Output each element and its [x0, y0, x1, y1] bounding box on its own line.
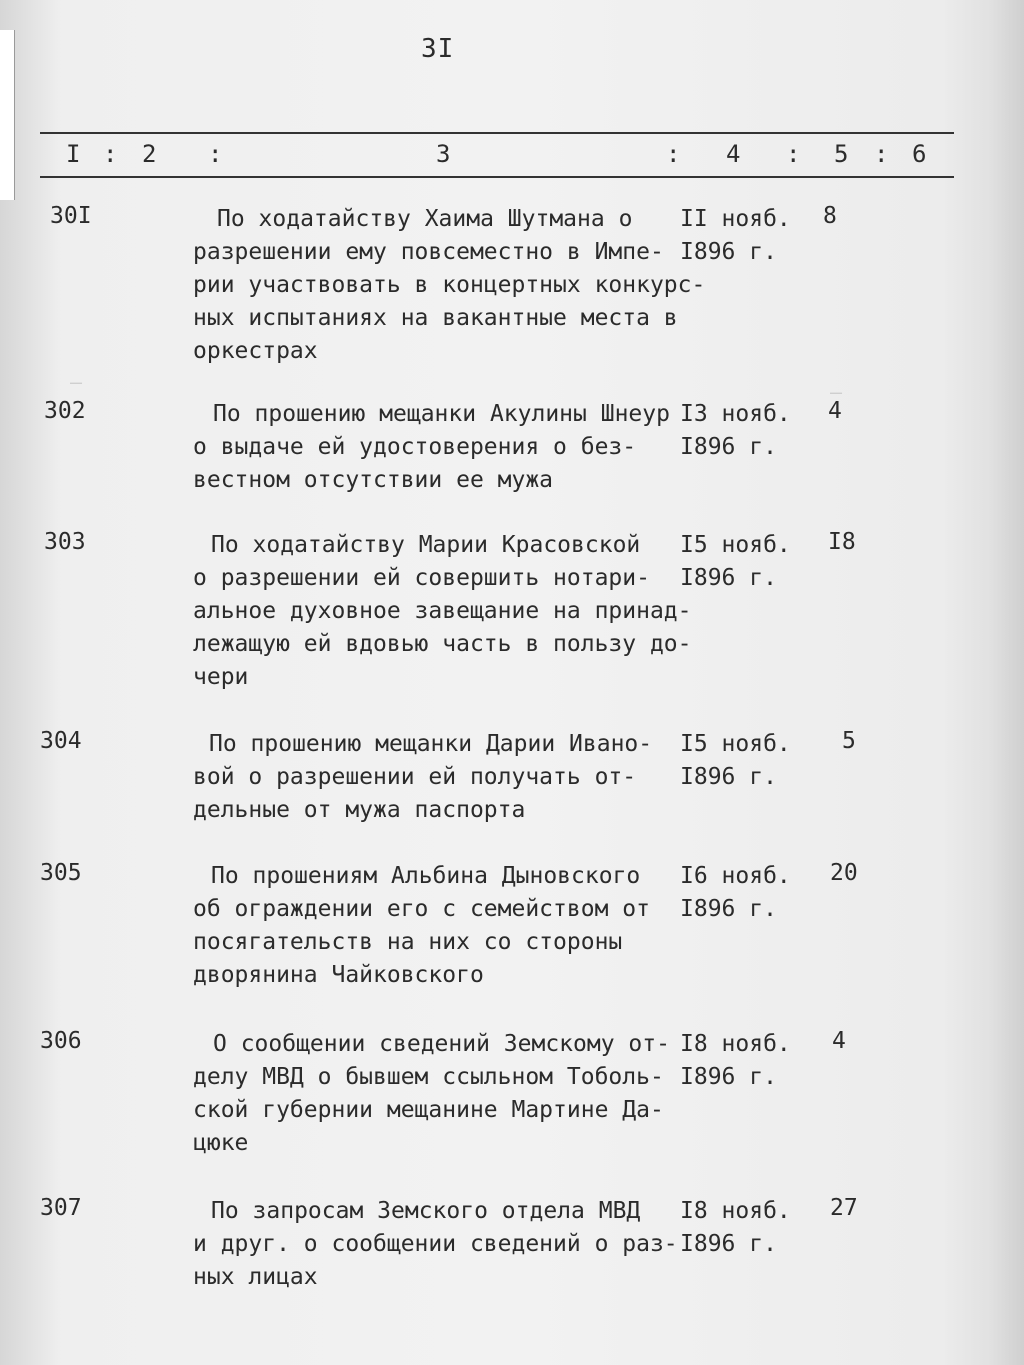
date-line: I896 г.	[680, 239, 777, 265]
entry-date	[680, 728, 800, 794]
description-line: ской губернии мещанине Мартине Да-	[193, 1097, 664, 1123]
previous-page-edge	[0, 30, 15, 200]
description-line: По ходатайству Марии Красовской	[211, 532, 641, 558]
sheet-count: 5	[842, 728, 856, 754]
sheet-count: 4	[832, 1028, 846, 1054]
header-separator: :	[666, 140, 681, 168]
date-line: I896 г.	[680, 1231, 777, 1257]
header-separator: :	[208, 140, 223, 168]
description-line: о выдаче ей удостоверения о без-	[193, 434, 637, 460]
header-col-2: 2	[142, 140, 157, 168]
header-separator: :	[786, 140, 801, 168]
description-line: По прошению мещанки Дарии Ивано-	[209, 731, 653, 757]
sheet-count: 20	[830, 860, 858, 886]
entry-number: 30I	[50, 203, 92, 229]
entry-description	[193, 728, 693, 827]
entry-date	[680, 398, 800, 464]
date-line: I896 г.	[680, 896, 777, 922]
description-line: оркестрах	[193, 338, 318, 364]
bleed-through-mark: —	[70, 370, 83, 394]
sheet-count: 4	[828, 398, 842, 424]
description-line: дворянина Чайковского	[193, 962, 484, 988]
date-line: I8 нояб.	[680, 1031, 791, 1057]
description-line: По прошению мещанки Акулины Шнеур	[213, 401, 670, 427]
description-line: цюке	[193, 1130, 249, 1156]
page-shadow-edge	[988, 0, 1024, 1365]
description-line: По запросам Земского отдела МВД	[211, 1198, 641, 1224]
header-separator: :	[103, 140, 118, 168]
header-col-3: 3	[436, 140, 451, 168]
date-line: I6 нояб.	[680, 863, 791, 889]
description-line: о разрешении ей совершить нотари-	[193, 565, 650, 591]
description-line: разрешении ему повсеместно в Импе-	[193, 239, 664, 265]
entry-number: 305	[40, 860, 82, 886]
date-line: II нояб.	[680, 206, 791, 232]
sheet-count: 8	[823, 203, 837, 229]
date-line: I5 нояб.	[680, 532, 791, 558]
description-line: вой о разрешении ей получать от-	[193, 764, 637, 790]
sheet-count: 27	[830, 1195, 858, 1221]
entry-description	[193, 1195, 693, 1294]
description-line: дельные от мужа паспорта	[193, 797, 526, 823]
date-line: I5 нояб.	[680, 731, 791, 757]
description-line: чери	[193, 664, 249, 690]
description-line: посягательств на них со стороны	[193, 929, 623, 955]
entry-number: 307	[40, 1195, 82, 1221]
date-line: I896 г.	[680, 764, 777, 790]
entry-date	[680, 203, 800, 269]
entry-number: 304	[40, 728, 82, 754]
entry-description	[193, 860, 693, 992]
entry-number: 306	[40, 1028, 82, 1054]
table-header-bottom-rule	[40, 176, 954, 178]
entry-description	[193, 529, 693, 694]
entry-date	[680, 1195, 800, 1261]
description-line: альное духовное завещание на принад-	[193, 598, 692, 624]
description-line: По прошениям Альбина Дыновского	[211, 863, 641, 889]
entry-date	[680, 529, 800, 595]
entry-description	[193, 398, 693, 497]
description-line: ных испытаниях на вакантные места в	[193, 305, 678, 331]
entry-number: 302	[44, 398, 86, 424]
description-line: О сообщении сведений Земскому от-	[213, 1031, 670, 1057]
entry-number: 303	[44, 529, 86, 555]
description-line: рии участвовать в концертных конкурс-	[193, 272, 706, 298]
date-line: I896 г.	[680, 565, 777, 591]
entry-description	[193, 203, 706, 368]
description-line: и друг. о сообщении сведений о раз-	[193, 1231, 678, 1257]
date-line: I896 г.	[680, 1064, 777, 1090]
description-line: лежащую ей вдовью часть в пользу до-	[193, 631, 692, 657]
date-line: I8 нояб.	[680, 1198, 791, 1224]
description-line: вестном отсутствии ее мужа	[193, 467, 554, 493]
entry-description	[193, 1028, 693, 1160]
header-col-4: 4	[726, 140, 741, 168]
bleed-through-mark: —	[830, 380, 843, 404]
description-line: об ограждении его с семейством от	[193, 896, 650, 922]
entry-date	[680, 1028, 800, 1094]
entry-date	[680, 860, 800, 926]
header-col-6: 6	[912, 140, 927, 168]
header-col-5: 5	[834, 140, 849, 168]
date-line: I3 нояб.	[680, 401, 791, 427]
page-number: 3I	[421, 34, 455, 64]
header-separator: :	[874, 140, 889, 168]
table-header-top-rule	[40, 132, 954, 134]
description-line: По ходатайству Хаима Шутмана о	[217, 206, 633, 232]
header-col-1: I	[66, 140, 81, 168]
date-line: I896 г.	[680, 434, 777, 460]
sheet-count: I8	[828, 529, 856, 555]
description-line: ных лицах	[193, 1264, 318, 1290]
description-line: делу МВД о бывшем ссыльном Тоболь-	[193, 1064, 664, 1090]
